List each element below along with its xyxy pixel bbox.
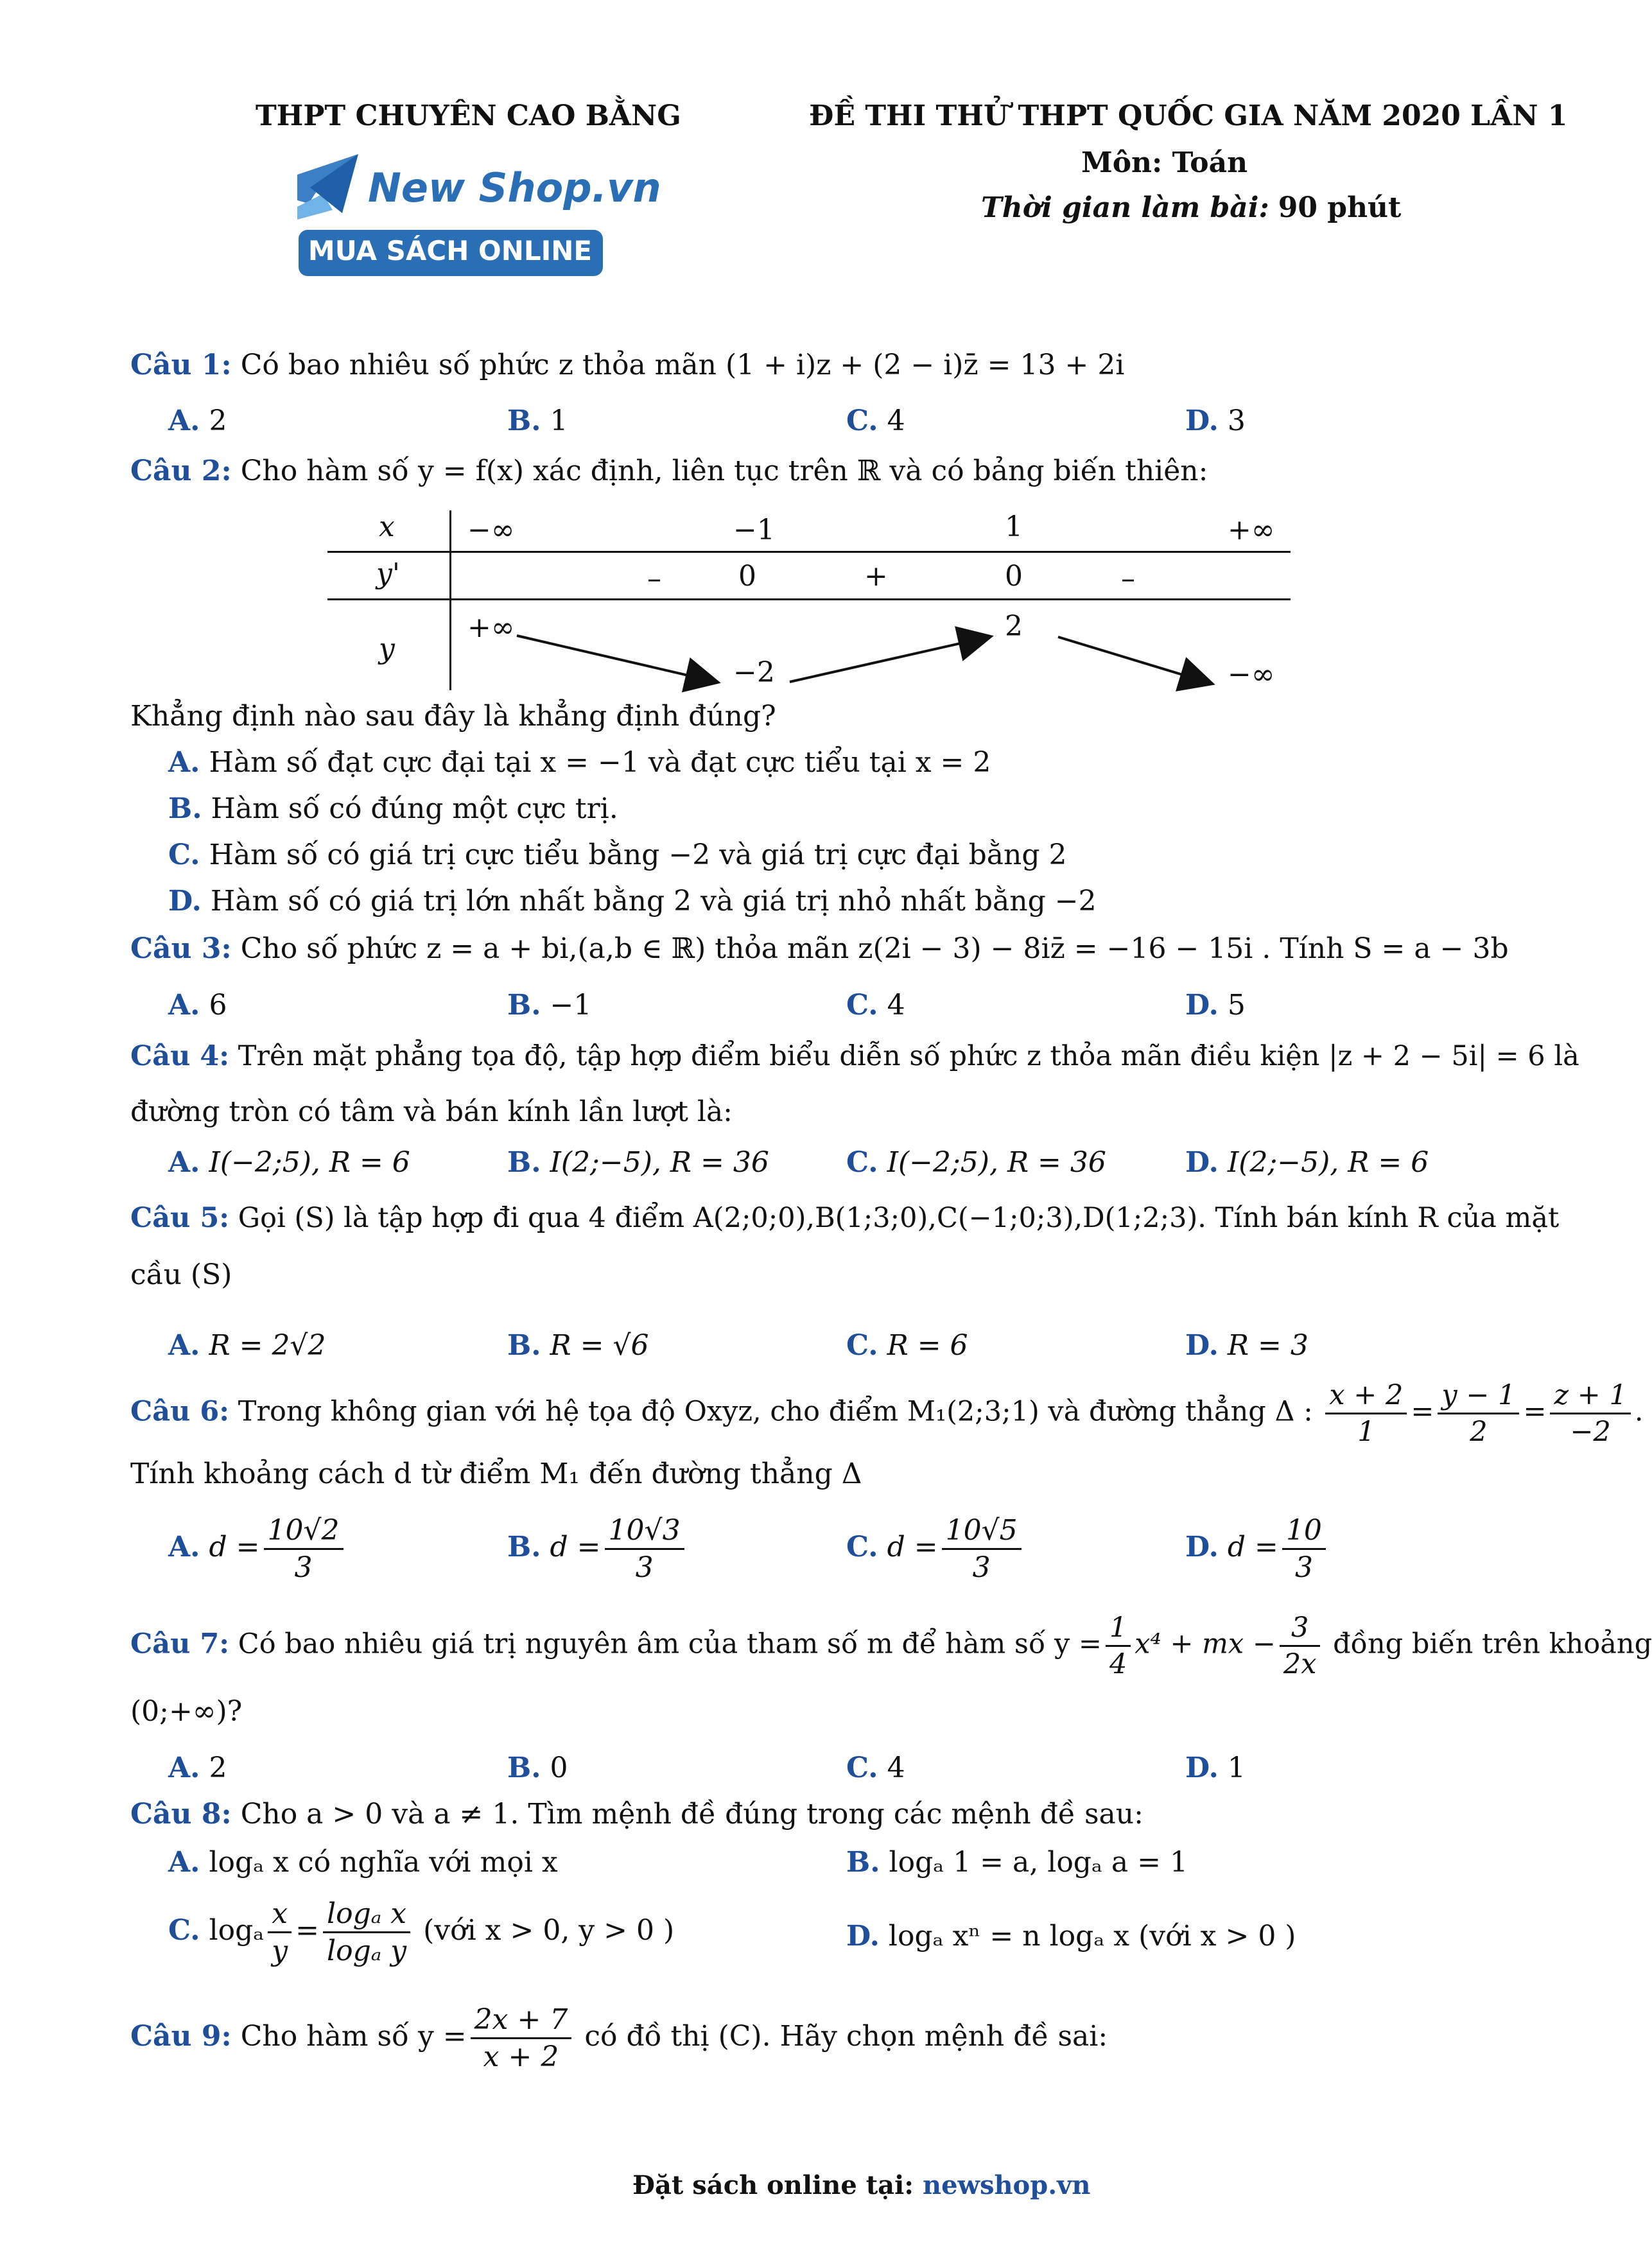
question-label: Câu 3:: [130, 932, 232, 965]
option-b[interactable]: [846, 1846, 1188, 1879]
option-text: 6: [209, 989, 227, 1022]
option-b[interactable]: [507, 1329, 649, 1362]
option-key: D.: [846, 1920, 880, 1953]
option-a[interactable]: [168, 1514, 347, 1584]
table-cell: –: [647, 562, 661, 595]
question-3: [130, 932, 1509, 965]
exam-title: ĐỀ THI THỬ THPT QUỐC GIA NĂM 2020 LẦN 1: [809, 100, 1568, 132]
option-key: C.: [846, 1146, 878, 1179]
question-4-line2: đường tròn có tâm và bán kính lần lượt là:: [130, 1095, 733, 1128]
newshop-logo: [297, 149, 661, 277]
question-text: Cho hàm số y =: [240, 2020, 467, 2053]
logo-tagline: MUA SÁCH ONLINE: [308, 235, 593, 266]
option-key: A.: [168, 989, 200, 1022]
option-key: B.: [507, 1146, 541, 1179]
question-6-line2: Tính khoảng cách d từ điểm M₁ đến đường thẳng Δ: [130, 1457, 862, 1490]
option-text: Hàm số có đúng một cực trị.: [211, 792, 618, 825]
option-key: D.: [1185, 989, 1219, 1022]
question-4: [130, 1040, 1579, 1072]
footer-link[interactable]: newshop.vn: [922, 2170, 1091, 2200]
option-text: d =: [887, 1531, 938, 1563]
footer-label: Đặt sách online tại:: [632, 2170, 914, 2200]
table-row-label: x: [379, 510, 395, 543]
question-text: x⁴ + mx −: [1135, 1628, 1276, 1660]
option-text: R = 6: [887, 1329, 968, 1362]
question-text: có đồ thị (C). Hãy chọn mệnh đề sai:: [584, 2020, 1108, 2053]
option-text: logₐ xⁿ = n logₐ x (với x > 0 ): [888, 1920, 1296, 1953]
fraction: $\frac{3}{2x}$: [1280, 1612, 1321, 1680]
table-cell: 0: [1005, 560, 1023, 593]
option-text: R = 2√2: [209, 1329, 326, 1362]
question-2: [130, 455, 1208, 487]
question-text: Cho hàm số y = f(x) xác định, liên tục trên ℝ và có bảng biến thiên:: [240, 455, 1208, 487]
question-text: Cho số phức z = a + bi,(a,b ∈ ℝ) thỏa mãn z(2i − 3) − 8iz̄ = −16 − 15i . Tính S = a − 3b: [240, 932, 1509, 965]
option-text: R = 3: [1227, 1329, 1309, 1362]
option-key: A.: [168, 1146, 200, 1179]
option-key: C.: [168, 839, 200, 871]
option-text: d =: [209, 1531, 260, 1563]
option-text: I(2;−5), R = 6: [1227, 1146, 1429, 1179]
table-line: [327, 598, 1291, 600]
option-c[interactable]: [846, 1514, 1025, 1584]
option-key: A.: [168, 1329, 200, 1362]
option-key: A.: [168, 1531, 200, 1563]
option-text: 4: [887, 989, 905, 1022]
option-key: B.: [846, 1846, 880, 1879]
option-a[interactable]: [168, 1752, 227, 1784]
option-key: B.: [168, 792, 202, 825]
fraction: $\frac{10}{3}$: [1282, 1514, 1326, 1584]
table-cell: 1: [1005, 510, 1023, 543]
option-key: C.: [846, 1752, 878, 1784]
option-text: 0: [550, 1752, 568, 1784]
fraction: $\frac{10√2}{3}$: [264, 1514, 343, 1584]
question-label: Câu 1:: [130, 349, 232, 381]
question-text: Có bao nhiêu giá trị nguyên âm của tham số m để hàm số y =: [238, 1628, 1102, 1660]
option-key: B.: [507, 1329, 541, 1362]
fraction: $\frac{y - 1}{2}$: [1438, 1379, 1519, 1448]
question-6: Câu 6: Trong không gian với hệ tọa độ Oxyz, cho điểm M₁(2;3;1) và đường thẳng Δ : $\frac{x + 2}{1}$ = $\frac{y - 1}{2}$ = $\frac{z + 1}{-2}$ .: [130, 1379, 1644, 1448]
question-text: Trong không gian với hệ tọa độ Oxyz, cho điểm M₁(2;3;1) và đường thẳng Δ :: [238, 1395, 1313, 1428]
exam-time: [981, 191, 1401, 224]
option-key: B.: [507, 1752, 541, 1784]
question-text: đồng biến trên khoảng: [1333, 1628, 1652, 1660]
table-line: [327, 551, 1291, 553]
table-cell: 0: [738, 560, 756, 593]
question-text: Trên mặt phẳng tọa độ, tập hợp điểm biểu diễn số phức z thỏa mãn điều kiện |z + 2 − 5i| = 6 là: [238, 1040, 1579, 1072]
option-key: D.: [1185, 1752, 1219, 1784]
fraction: $\frac{1}{4}$: [1106, 1612, 1131, 1680]
option-key: A.: [168, 746, 200, 779]
option-text: logₐ 1 = a, logₐ a = 1: [889, 1846, 1188, 1879]
option-b[interactable]: [507, 1514, 688, 1584]
option-key: D.: [1185, 1329, 1219, 1362]
option-text: Hàm số có giá trị cực tiểu bằng −2 và giá trị cực đại bằng 2: [209, 839, 1067, 871]
option-d[interactable]: [846, 1920, 1296, 1953]
question-5-line2: cầu (S): [130, 1258, 232, 1291]
question-label: Câu 4:: [130, 1040, 230, 1072]
option-d[interactable]: [1185, 1752, 1246, 1784]
question-label: Câu 8:: [130, 1798, 232, 1831]
option-text: I(−2;5), R = 6: [209, 1146, 410, 1179]
question-8: [130, 1798, 1143, 1831]
option-text: I(−2;5), R = 36: [887, 1146, 1106, 1179]
table-cell: +∞: [1228, 514, 1275, 546]
option-d[interactable]: [168, 885, 1097, 918]
table-cell: +: [864, 560, 888, 593]
option-c[interactable]: [846, 989, 905, 1022]
question-text: Có bao nhiêu số phức z thỏa mãn (1 + i)z + (2 − i)z̄ = 13 + 2i: [240, 349, 1125, 381]
option-d[interactable]: [1185, 1146, 1429, 1179]
option-key: C.: [168, 1914, 200, 1947]
table-cell: −∞: [1228, 658, 1275, 691]
option-d[interactable]: [1185, 404, 1246, 437]
option-a[interactable]: [168, 404, 227, 437]
option-c[interactable]: [846, 1329, 968, 1362]
option-key: C.: [846, 1531, 878, 1563]
fraction: $\frac{x}{y}$: [268, 1897, 291, 1967]
option-key: A.: [168, 404, 200, 437]
subject: Môn: Toán: [1081, 146, 1248, 179]
option-text: logₐ: [209, 1914, 265, 1947]
table-row-label: y: [379, 632, 395, 665]
option-c[interactable]: [846, 1146, 1106, 1179]
option-text: 2: [209, 1752, 227, 1784]
svg-text:New Shop.vn: New Shop.vn: [368, 164, 661, 211]
fraction: $\frac{2x + 7}{x + 2}$: [471, 2003, 572, 2073]
table-line: [449, 510, 451, 690]
option-c[interactable]: [846, 404, 905, 437]
option-b[interactable]: [507, 1752, 568, 1784]
option-text: 4: [887, 404, 905, 437]
time-value: 90 phút: [1278, 191, 1402, 224]
question-label: Câu 6:: [130, 1395, 230, 1428]
fraction: $\frac{\text{logₐ x}}{\text{logₐ y}}$: [323, 1897, 410, 1967]
table-cell: −2: [733, 656, 775, 689]
question-label: Câu 5:: [130, 1202, 230, 1234]
option-text: Hàm số có giá trị lớn nhất bằng 2 và giá trị nhỏ nhất bằng −2: [210, 885, 1097, 918]
option-key: D.: [1185, 404, 1219, 437]
fraction: $\frac{10√3}{3}$: [605, 1514, 684, 1584]
time-label: Thời gian làm bài:: [981, 191, 1269, 224]
option-text: (với x > 0, y > 0 ): [423, 1914, 675, 1947]
option-key: A.: [168, 1846, 200, 1879]
question-text: Cho a > 0 và a ≠ 1. Tìm mệnh đề đúng trong các mệnh đề sau:: [240, 1798, 1143, 1831]
option-text: d =: [550, 1531, 601, 1563]
option-key: D.: [1185, 1146, 1219, 1179]
table-cell: 2: [1005, 610, 1023, 643]
option-c[interactable]: [168, 839, 1066, 871]
option-c[interactable]: C. logₐ $\frac{x}{y}$ = $\frac{\text{logₐ x}}{\text{logₐ y}}$ (với x > 0, y > 0 ): [168, 1897, 675, 1967]
option-text: 1: [1227, 1752, 1246, 1784]
fraction: $\frac{10√5}{3}$: [942, 1514, 1022, 1584]
table-cell: –: [1121, 562, 1135, 595]
question-text: Gọi (S) là tập hợp đi qua 4 điểm A(2;0;0),B(1;3;0),C(−1;0;3),D(1;2;3). Tính bán kính R của mặt: [238, 1202, 1560, 1234]
option-d[interactable]: [1185, 989, 1246, 1022]
option-key: D.: [168, 885, 202, 918]
option-text: I(2;−5), R = 36: [550, 1146, 769, 1179]
school-name: THPT CHUYÊN CAO BẰNG: [256, 100, 681, 132]
question-1: [130, 349, 1124, 381]
question-7-line2: (0;+∞)?: [130, 1695, 243, 1728]
fraction: $\frac{z + 1}{-2}$: [1550, 1379, 1630, 1448]
question-label: Câu 9:: [130, 2020, 232, 2053]
option-key: D.: [1185, 1531, 1219, 1563]
table-cell: −∞: [467, 514, 515, 546]
option-key: C.: [846, 1329, 878, 1362]
question-label: Câu 2:: [130, 455, 232, 487]
option-text: −1: [550, 989, 592, 1022]
option-b[interactable]: [507, 989, 591, 1022]
question-5: [130, 1202, 1559, 1234]
option-b[interactable]: [168, 792, 618, 825]
fraction: $\frac{x + 2}{1}$: [1325, 1379, 1407, 1448]
option-a[interactable]: [168, 746, 991, 779]
table-cell: +∞: [467, 611, 515, 644]
option-c[interactable]: [846, 1752, 905, 1784]
option-text: d =: [1227, 1531, 1278, 1563]
question-label: Câu 7:: [130, 1628, 230, 1660]
option-key: C.: [846, 989, 878, 1022]
option-text: 3: [1227, 404, 1246, 437]
option-key: B.: [507, 989, 541, 1022]
option-d[interactable]: [1185, 1329, 1309, 1362]
option-a[interactable]: [168, 1146, 410, 1179]
option-text: 4: [887, 1752, 905, 1784]
option-text: 1: [550, 404, 568, 437]
question-7: [130, 1612, 1652, 1680]
option-key: A.: [168, 1752, 200, 1784]
option-text: 2: [209, 404, 227, 437]
option-b[interactable]: [507, 404, 568, 437]
question-9: [130, 2003, 1108, 2073]
option-a[interactable]: [168, 1329, 326, 1362]
footer: [632, 2170, 1090, 2200]
option-d[interactable]: [1185, 1514, 1330, 1584]
option-text: R = √6: [550, 1329, 649, 1362]
table-row-label: y': [376, 557, 400, 590]
option-text: 5: [1227, 989, 1246, 1022]
question-2-prompt: Khẳng định nào sau đây là khẳng định đúng?: [130, 700, 776, 733]
option-text: logₐ x có nghĩa với mọi x: [209, 1846, 558, 1879]
option-text: Hàm số đạt cực đại tại x = −1 và đạt cực tiểu tại x = 2: [209, 746, 991, 779]
option-a[interactable]: [168, 989, 227, 1022]
option-a[interactable]: [168, 1846, 558, 1879]
option-key: B.: [507, 1531, 541, 1563]
table-cell: −1: [733, 514, 775, 546]
option-key: B.: [507, 404, 541, 437]
option-b[interactable]: [507, 1146, 769, 1179]
option-key: C.: [846, 404, 878, 437]
